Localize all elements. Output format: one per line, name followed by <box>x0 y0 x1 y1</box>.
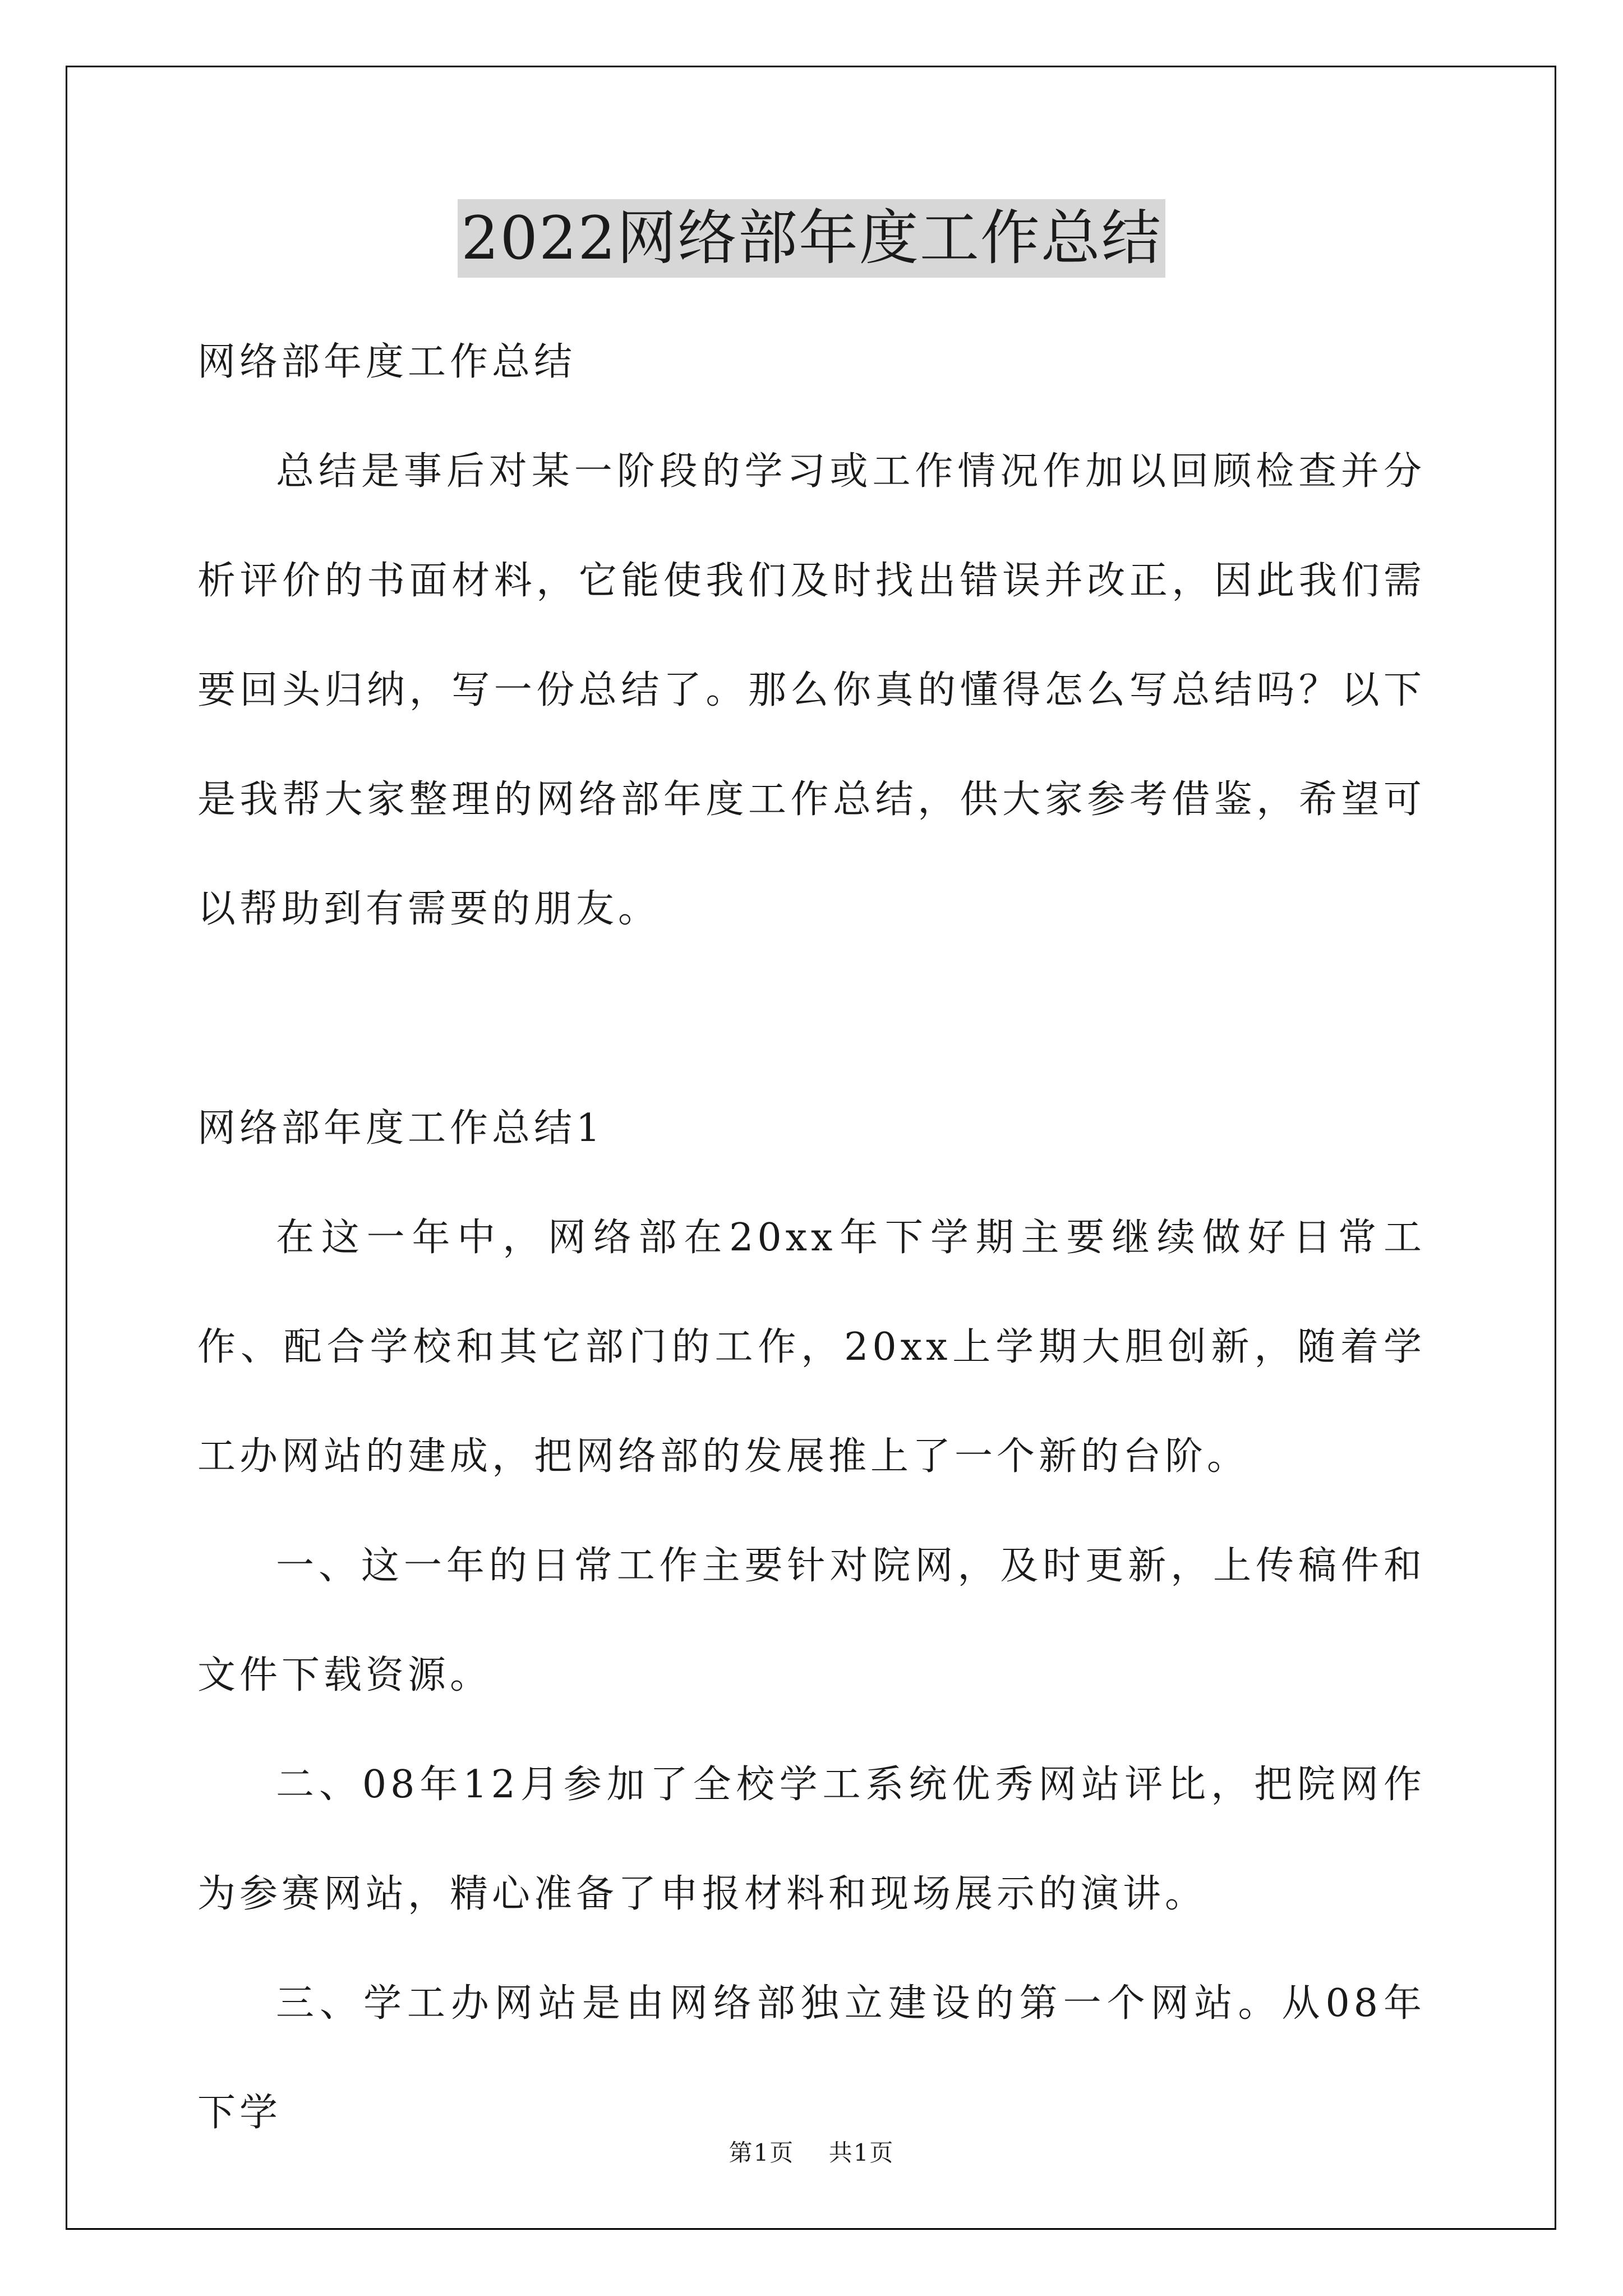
page-footer <box>0 2136 1623 2170</box>
section-heading-1: 网络部年度工作总结1 <box>197 1106 605 1151</box>
page-total: 共1页 <box>828 2139 895 2166</box>
page-number: 第1页 <box>728 2139 795 2166</box>
item-three-paragraph: 三、学工办网站是由网络部独立建设的第一个网站。从08年下学 <box>197 1981 1426 2135</box>
section-1-paragraph: 在这一年中，网络部在20xx年下学期主要继续做好日常工作、配合学校和其它部门的工作，20xx上学期大胆创新，随着学工办网站的建成，把网络部的发展推上了一个新的台阶。 <box>197 1216 1426 1479</box>
document-title: 2022网络部年度工作总结 <box>458 199 1165 278</box>
item-two-paragraph: 二、08年12月参加了全校学工系统优秀网站评比，把院网作为参赛网站，精心准备了申报材料和现场展示的演讲。 <box>197 1763 1426 1916</box>
intro-heading: 网络部年度工作总结 <box>197 340 577 384</box>
intro-paragraph: 总结是事后对某一阶段的学习或工作情况作加以回顾检查并分析评价的书面材料，它能使我们及时找出错误并改正，因此我们需要回头归纳，写一份总结了。那么你真的懂得怎么写总结吗？以下是我帮大家整理的网络部年度工作总结，供大家参考借鉴，希望可以帮助到有需要的朋友。 <box>197 449 1426 931</box>
title-container <box>0 199 1623 278</box>
item-one-paragraph: 一、这一年的日常工作主要针对院网，及时更新，上传稿件和文件下载资源。 <box>197 1544 1426 1697</box>
